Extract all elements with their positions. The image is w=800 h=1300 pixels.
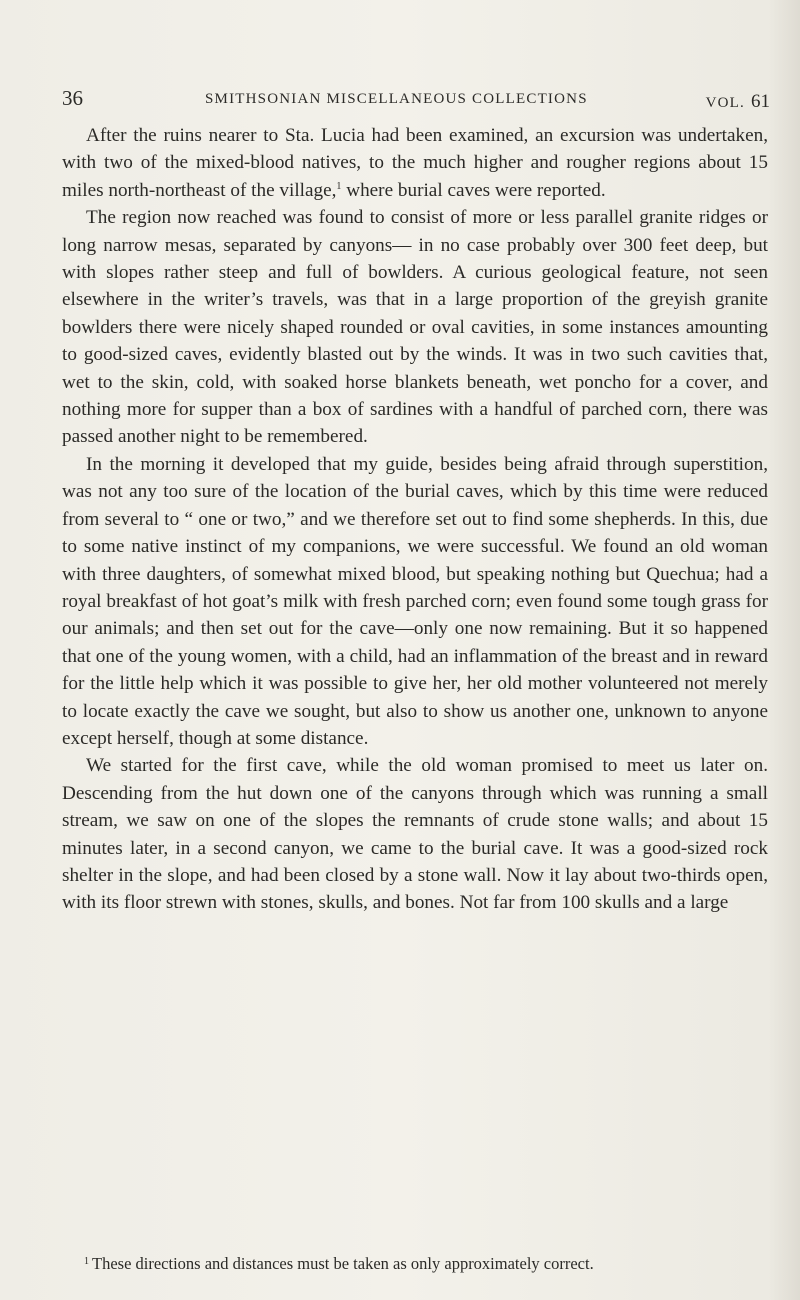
footnote-reference[interactable]: 1 xyxy=(336,180,342,192)
volume-label xyxy=(706,91,770,113)
footnote-number: 1 xyxy=(84,1256,89,1267)
running-head xyxy=(62,86,770,116)
body-text xyxy=(62,122,768,917)
paragraph-4: We started for the first cave, while the old woman promised to meet us later on. Descending from the hut down one of the canyons through which was running a small stream, we saw on one of the slopes the remnants of crude stone walls; and about 15 minutes later, in a second canyon, we came to the burial cave. It was a good-sized rock shelter in the slope, and had been closed by a stone wall. Now it lay about two-thirds open, with its floor strewn with stones, skulls, and bones. Not far from 100 skulls and a large xyxy=(62,755,768,914)
paragraph-1-text: After the ruins nearer to Sta. Lucia had been examined, an excursion was undertaken, with two of the mixed-blood natives, to the much higher and rougher regions about 15 miles north-northeast of the village, xyxy=(62,125,768,201)
paragraph-3: In the morning it developed that my guide, besides being afraid through superstition, was not any too sure of the location of the burial caves, which by this time were reduced from several to “ one or two,” and we therefore set out to find some shepherds. In this, due to some native instinct of my companions, we were successful. We found an old woman with three daughters, of somewhat mixed blood, but speaking nothing but Quechua; had a royal breakfast of hot goat’s milk with fresh parched corn; even found some tough grass for our animals; and then set out for the cave—only one now remaining. But it so happened that one of the young women, with a child, had an inflammation of the breast and in reward for the little help which it was possible to give her, her old mother volunteered not merely to locate exactly the cave we sought, but also to show us another one, unknown to anyone except herself, though at some distance. xyxy=(62,453,768,749)
footnote-text: These directions and distances must be taken as only approximately correct. xyxy=(92,1254,594,1273)
paragraph-1 xyxy=(62,122,768,204)
series-title: SMITHSONIAN MISCELLANEOUS COLLECTIONS xyxy=(205,91,588,107)
volume-abbrev: VOL. xyxy=(705,95,745,111)
paragraph-2: The region now reached was found to consist of more or less parallel granite ridges or long narrow mesas, separated by canyons— in no case probably over 300 feet deep, but with slopes rather steep and full of bowlders. A curious geological feature, not seen elsewhere in the writer’s travels, was that in a large proportion of the greyish granite bowlders there were nicely shaped rounded or oval cavities, in some instances amounting to good-sized caves, evidently blasted out by the winds. It was in two such cavities that, wet to the skin, cold, with soaked horse blankets beneath, wet poncho for a cover, and nothing more for supper than a box of sardines with a handful of parched corn, there was passed another night to be remembered. xyxy=(62,207,768,448)
paragraph-1-continuation: where burial caves were reported. xyxy=(341,179,606,201)
page-number: 36 xyxy=(62,86,83,110)
volume-number: 61 xyxy=(751,91,770,112)
footnote xyxy=(84,1252,774,1274)
